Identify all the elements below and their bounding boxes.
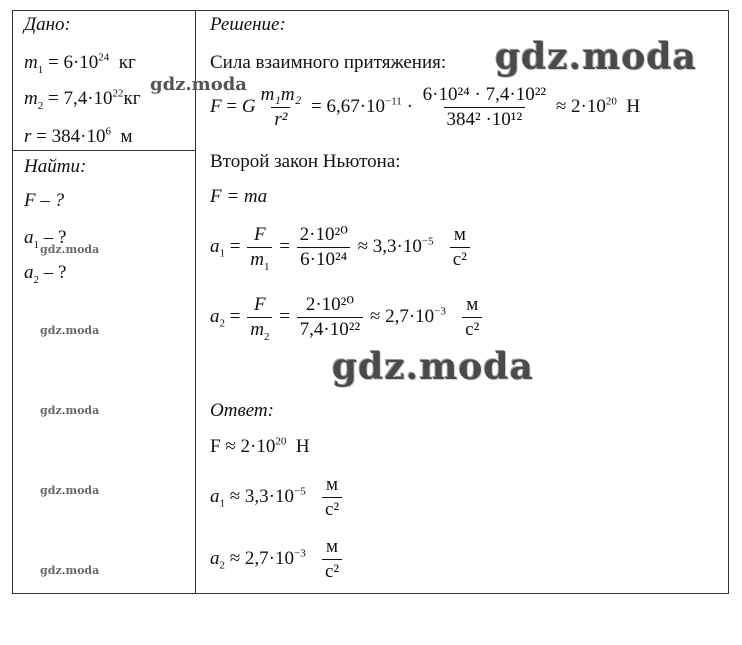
given-header: Дано: — [24, 14, 71, 35]
solution-header: Решение: — [210, 14, 286, 35]
formula-force: F = G $\frac{\text{m₁m₂}}{\text{r²}}$ = $6,67\cdot 10^{-11}$ · $\frac{\text{6·10²⁴ · 7,4·10²²}}{\text{384² ·10¹²}}$ ≈ $2\cdot 10^{20}$ Н — [210, 84, 641, 130]
find-header: Найти: — [24, 156, 87, 177]
answer-a2: $a_2 \approx 2,7\cdot 10^{-3}$ $\frac{м}{\text{с²}}$ — [210, 536, 344, 583]
formula-a1: $a_1$ = $\frac{F}{m_1}$ = $\frac{\text{2·10²⁰}}{\text{6·10²⁴}}$ ≈ $3,3\cdot 10^{-5}$ $\frac{м}{\text{с²}}$ — [210, 224, 472, 271]
watermark-logo: gdz.moda — [40, 324, 100, 337]
find-F: F – ? — [24, 190, 65, 211]
find-a2: $a_2$ – ? — [24, 262, 67, 286]
answer-F: $F \approx 2\cdot 10^{20}$ Н — [210, 435, 310, 457]
given-r: $r = 384\cdot 10^6$ м — [24, 125, 133, 147]
watermark-logo: gdz.moda — [40, 404, 100, 417]
answer-header: Ответ: — [210, 400, 274, 421]
solution-line2: Второй закон Ньютона: — [210, 151, 401, 172]
watermark-logo: gdz.moda — [332, 346, 534, 388]
find-a1: $a_1$ – ? — [24, 227, 67, 251]
watermark-logo: gdz.moda — [150, 74, 247, 95]
formula-a2: $a_2$ = $\frac{F}{m_2}$ = $\frac{\text{2·10²⁰}}{\text{7,4·10²²}}$ ≈ $2,7\cdot 10^{-3}$ $\frac{м}{\text{с²}}$ — [210, 294, 484, 341]
answer-a1: $a_1 \approx 3,3\cdot 10^{-5}$ $\frac{м}{\text{с²}}$ — [210, 474, 344, 521]
watermark-logo: gdz.moda — [40, 564, 100, 577]
row-divider — [12, 150, 196, 151]
watermark-logo: gdz.moda — [40, 243, 100, 256]
column-divider — [195, 10, 196, 594]
given-m1: $m_1 = 6\cdot 10^{24}$ кг — [24, 51, 136, 76]
newton-law: F = ma — [210, 186, 268, 207]
given-m2: $m_2 = 7,4\cdot 10^{22}кг$ — [24, 87, 141, 112]
watermark-logo: gdz.moda — [495, 36, 697, 78]
watermark-logo: gdz.moda — [40, 484, 100, 497]
solution-line1: Сила взаимного притяжения: — [210, 52, 447, 73]
